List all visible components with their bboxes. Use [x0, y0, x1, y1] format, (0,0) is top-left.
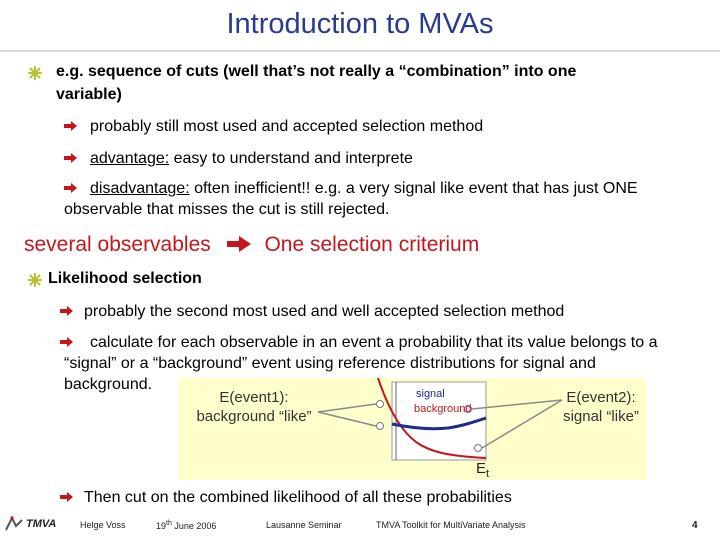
- bullet-cuts-line1: e.g. sequence of cuts (well that’s not really a “combination” into one: [56, 63, 577, 80]
- advantage-text: easy to understand and interprete: [169, 150, 413, 167]
- disadvantage-text: often inefficient!! e.g. a very signal like event that has just ONE: [189, 180, 638, 197]
- footer-date-day: 19: [156, 521, 167, 531]
- headline: [24, 233, 479, 257]
- event2-label-line1: E(event2):: [566, 389, 636, 406]
- background-label: background: [414, 403, 472, 415]
- star-bullet-icon: [28, 66, 42, 80]
- arrow-bullet-icon: [60, 337, 73, 347]
- sub-most-used: probably still most used and accepted selection method: [90, 118, 484, 135]
- headline-right: One selection criterium: [264, 233, 480, 256]
- event1-marker-lower: [377, 423, 384, 430]
- headline-left: several observables: [24, 233, 211, 256]
- event1-marker-upper: [377, 401, 384, 408]
- pointer-event1-lower: [318, 412, 376, 426]
- arrow-bullet-icon: [64, 153, 77, 163]
- axis-label: [476, 460, 489, 480]
- advantage-label: advantage:: [90, 150, 170, 167]
- sub-calculate-line3: background.: [64, 376, 153, 393]
- event1-label-line1: E(event1):: [219, 389, 289, 406]
- footer-venue: Lausanne Seminar: [266, 520, 342, 530]
- arrow-bullet-icon: [60, 306, 73, 316]
- big-arrow-icon: [227, 236, 251, 252]
- disadvantage-label: disadvantage:: [90, 180, 190, 197]
- footer-date-suffix: th: [166, 520, 172, 527]
- footer-date: [156, 520, 216, 531]
- slide-title: Introduction to MVAs: [226, 8, 494, 40]
- event2-label-line2: signal “like”: [563, 408, 639, 425]
- sub-calculate-line1: calculate for each observable in an event a probability that its value belongs to a: [90, 334, 658, 351]
- star-bullet-icon: [28, 273, 42, 287]
- tmva-logo-icon: [4, 516, 24, 532]
- axis-label-subscript: t: [486, 468, 490, 480]
- sub-calculate-line2: “signal” or a “background” event using reference distributions for signal and: [64, 355, 596, 372]
- page-number: 4: [692, 520, 698, 531]
- arrow-bullet-icon: [64, 183, 77, 193]
- pointer-event1-upper: [318, 404, 376, 412]
- bullet-cuts-line2: variable): [56, 86, 122, 103]
- distribution-sketch: [178, 378, 646, 480]
- sub-combined-cut: Then cut on the combined likelihood of all these probabilities: [84, 489, 512, 506]
- event1-label-line2: background “like”: [196, 408, 312, 425]
- sub-disadvantage-line2: observable that misses the cut is still rejected.: [64, 201, 390, 218]
- arrow-bullet-icon: [64, 121, 77, 131]
- footer-date-rest: June 2006: [171, 521, 217, 531]
- footer-author: Helge Voss: [80, 520, 126, 530]
- axis-label-main: E: [476, 460, 487, 477]
- footer-logo-text: TMVA: [26, 518, 57, 530]
- event2-marker-lower: [475, 445, 482, 452]
- signal-label: signal: [416, 388, 445, 400]
- bullet-likelihood: Likelihood selection: [48, 270, 202, 287]
- arrow-bullet-icon: [60, 492, 73, 502]
- sub-second-most-used: probably the second most used and well accepted selection method: [84, 303, 565, 320]
- footer-project: TMVA Toolkit for MultiVariate Analysis: [376, 520, 526, 530]
- title-divider: [0, 50, 720, 52]
- sub-disadvantage-line1: [90, 178, 638, 199]
- sub-advantage: [90, 148, 413, 169]
